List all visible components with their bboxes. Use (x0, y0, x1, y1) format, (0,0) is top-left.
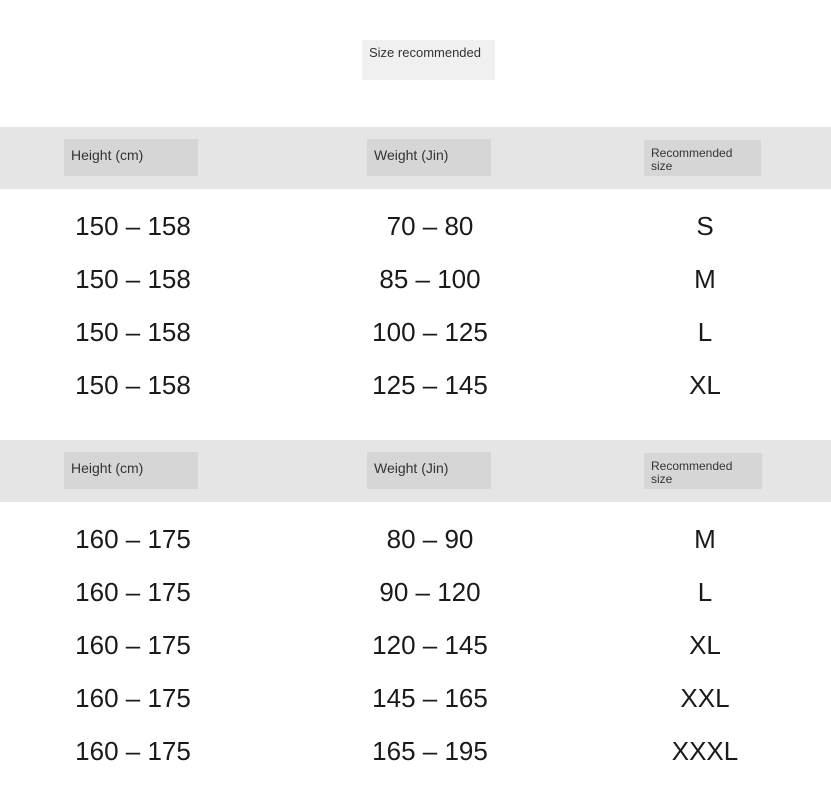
size-cell: M (694, 264, 716, 294)
page-title: Size recommended (362, 40, 495, 80)
height-column-header: Height (cm) (64, 452, 198, 489)
size-cell: XXXL (671, 736, 739, 766)
weight-cell: 85 – 100 (379, 264, 481, 294)
size-header-line-2: size (651, 159, 673, 173)
table-row (0, 513, 831, 566)
table-row (0, 566, 831, 619)
size-cell: XL (689, 370, 721, 400)
size-cell: L (697, 577, 713, 607)
size-cell: S (696, 211, 714, 241)
weight-cell: 70 – 80 (386, 211, 474, 241)
height-cell: 150 – 158 (75, 264, 191, 294)
table-2-header (0, 440, 831, 502)
height-cell: 150 – 158 (75, 317, 191, 347)
height-column-header: Height (cm) (64, 139, 198, 176)
size-column-header (644, 140, 761, 176)
height-cell: 160 – 175 (75, 630, 191, 660)
size-header-line-2: size (651, 472, 673, 486)
weight-cell: 80 – 90 (386, 524, 474, 554)
size-header-line-1: Recommended (651, 146, 733, 160)
table-row (0, 672, 831, 725)
size-cell: XXL (680, 683, 730, 713)
weight-column-header: Weight (Jin) (367, 139, 491, 176)
size-cell: XL (689, 630, 721, 660)
weight-cell: 100 – 125 (372, 317, 488, 347)
height-cell: 160 – 175 (75, 736, 191, 766)
table-1-header (0, 127, 831, 189)
height-cell: 150 – 158 (75, 370, 191, 400)
table-row (0, 725, 831, 778)
weight-cell: 145 – 165 (372, 683, 488, 713)
height-cell: 160 – 175 (75, 524, 191, 554)
height-cell: 150 – 158 (75, 211, 191, 241)
size-column-header (644, 453, 762, 489)
table-row (0, 619, 831, 672)
weight-cell: 120 – 145 (372, 630, 488, 660)
size-cell: L (697, 317, 713, 347)
table-row (0, 359, 831, 412)
weight-cell: 125 – 145 (372, 370, 488, 400)
size-header-line-1: Recommended (651, 459, 733, 473)
weight-cell: 165 – 195 (372, 736, 488, 766)
height-cell: 160 – 175 (75, 683, 191, 713)
table-row (0, 253, 831, 306)
table-row (0, 306, 831, 359)
weight-cell: 90 – 120 (379, 577, 481, 607)
size-cell: M (694, 524, 716, 554)
table-row (0, 200, 831, 253)
height-cell: 160 – 175 (75, 577, 191, 607)
weight-column-header: Weight (Jin) (367, 452, 491, 489)
